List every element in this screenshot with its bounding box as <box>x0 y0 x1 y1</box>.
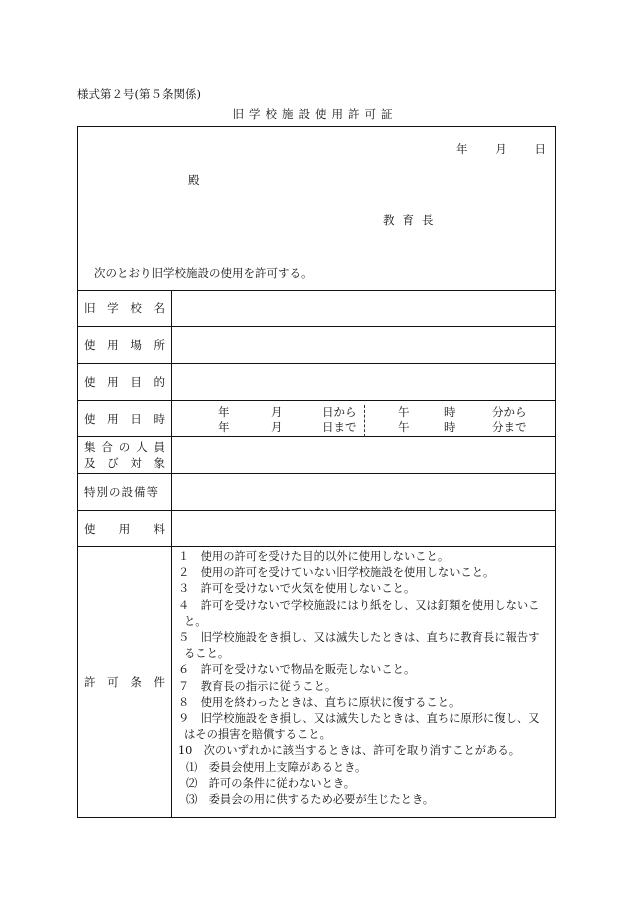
issue-day-label: 日 <box>534 142 546 156</box>
label-char: 料 <box>153 521 165 536</box>
label-char: 使 <box>84 411 96 426</box>
label-char: 場 <box>130 338 142 352</box>
condition-item: ９ 旧学校施設をき損し、又は滅失したときは、直ちに原形に復し、又 <box>178 712 540 726</box>
datetime-from-line <box>172 404 555 419</box>
label-char: 人 <box>136 440 148 454</box>
row-fee <box>78 511 555 547</box>
value-fee[interactable] <box>172 511 555 546</box>
label-char: 所 <box>153 338 165 352</box>
issue-year-label: 年 <box>456 142 468 156</box>
label-equipment-text: 特別の設備等 <box>84 485 159 499</box>
condition-item: １ 使用の許可を受けた目的以外に使用しないこと。 <box>178 550 450 563</box>
label-char: 用 <box>107 338 119 352</box>
label-datetime <box>78 401 172 436</box>
value-equipment[interactable] <box>172 474 555 510</box>
value-datetime[interactable] <box>172 401 555 436</box>
condition-item-continued: はその損害を賠償すること。 <box>184 728 331 742</box>
label-char: 旧 <box>84 301 96 315</box>
label-char: 使 <box>84 375 96 389</box>
value-school-name[interactable] <box>172 290 555 326</box>
row-equipment <box>78 474 555 511</box>
value-place[interactable] <box>172 327 555 363</box>
datetime-to-line <box>172 419 555 434</box>
label-char: 対 <box>130 456 142 470</box>
label-char: 条 <box>130 675 142 689</box>
form-title: 旧学校施設使用許可証 <box>232 107 398 121</box>
label-char: 用 <box>107 411 119 426</box>
label-conditions <box>78 547 172 817</box>
label-char: 校 <box>130 301 142 315</box>
label-char: 合 <box>101 440 113 454</box>
label-char: び <box>107 456 119 470</box>
label-participants <box>78 437 172 473</box>
addressee-suffix: 殿 <box>188 173 200 187</box>
row-conditions <box>78 547 555 817</box>
label-equipment <box>78 474 172 510</box>
condition-item: ６ 許可を受けないで物品を販売しないこと。 <box>178 663 416 677</box>
label-purpose <box>78 364 172 400</box>
condition-item-continued: と。 <box>184 614 207 628</box>
from-year-label: 年 <box>218 405 230 419</box>
label-char: 時 <box>153 411 165 426</box>
label-char: 件 <box>153 675 165 689</box>
condition-item: ３ 許可を受けないで火気を使用しないこと。 <box>178 582 416 596</box>
condition-subitem: ⑴ 委員会使用上支障があるとき。 <box>186 760 367 774</box>
row-datetime <box>78 401 555 437</box>
value-participants[interactable] <box>172 437 555 473</box>
label-char: 集 <box>84 440 96 454</box>
label-char: の <box>118 440 131 454</box>
condition-item-continued: ること。 <box>184 647 230 661</box>
condition-item: 10 次のいずれかに該当するときは、許可を取り消すことがある。 <box>178 744 520 758</box>
label-char: 許 <box>84 675 96 689</box>
label-char: 及 <box>84 456 96 470</box>
from-ampm-label: 午 <box>398 405 410 419</box>
to-ampm-label: 午 <box>398 420 410 434</box>
condition-item: ２ 使用の許可を受けていない旧学校施設を使用しないこと。 <box>178 566 495 580</box>
to-day-label: 日まで <box>322 420 357 434</box>
issuer-title: 教育長 <box>383 213 442 227</box>
condition-item: ４ 許可を受けないで学校施設にはり紙をし、又は釘類を使用しないこ <box>178 598 540 612</box>
label-char: 日 <box>130 411 142 426</box>
to-year-label: 年 <box>218 420 230 434</box>
row-purpose <box>78 364 555 401</box>
issue-month-label: 月 <box>495 142 507 156</box>
from-day-label: 日から <box>322 405 357 419</box>
label-place <box>78 327 172 363</box>
from-minute-label: 分から <box>492 405 527 419</box>
condition-item: ５ 旧学校施設をき損し、又は滅失したときは、直ちに教育長に報告す <box>178 631 540 645</box>
permit-form <box>77 126 556 818</box>
label-char: 目 <box>130 375 142 389</box>
condition-subitem: ⑶ 委員会の用に供するため必要が生じたとき。 <box>186 793 435 807</box>
to-month-label: 月 <box>271 420 283 434</box>
condition-subitem: ⑵ 許可の条件に従わないとき。 <box>186 776 356 790</box>
from-hour-label: 時 <box>444 405 456 419</box>
form-number: 様式第２号(第５条関係) <box>77 87 201 101</box>
from-month-label: 月 <box>271 405 283 419</box>
value-conditions <box>172 547 555 817</box>
label-char: 象 <box>153 456 165 470</box>
condition-item: ７ 教育長の指示に従うこと。 <box>178 679 337 693</box>
condition-item: ８ 使用を終わったときは、直ちに原状に復すること。 <box>178 695 461 709</box>
issue-date <box>456 141 546 157</box>
label-char: 用 <box>107 375 119 389</box>
label-char: 名 <box>153 301 165 315</box>
label-char: 使 <box>84 338 96 352</box>
row-school-name <box>78 290 555 327</box>
label-char: 可 <box>107 675 119 689</box>
form-header <box>78 127 555 291</box>
label-fee <box>78 511 172 546</box>
label-char: 用 <box>118 521 131 536</box>
label-char: 使 <box>84 521 96 536</box>
label-char: 的 <box>153 375 165 389</box>
intro-text: 次のとおり旧学校施設の使用を許可する。 <box>94 266 313 280</box>
to-minute-label: 分まで <box>492 420 527 434</box>
value-purpose[interactable] <box>172 364 555 400</box>
to-hour-label: 時 <box>444 420 456 434</box>
label-school-name <box>78 290 172 326</box>
row-participants <box>78 437 555 474</box>
row-place <box>78 327 555 364</box>
label-char: 学 <box>107 301 119 315</box>
label-char: 員 <box>153 440 165 454</box>
conditions-list <box>178 549 551 808</box>
